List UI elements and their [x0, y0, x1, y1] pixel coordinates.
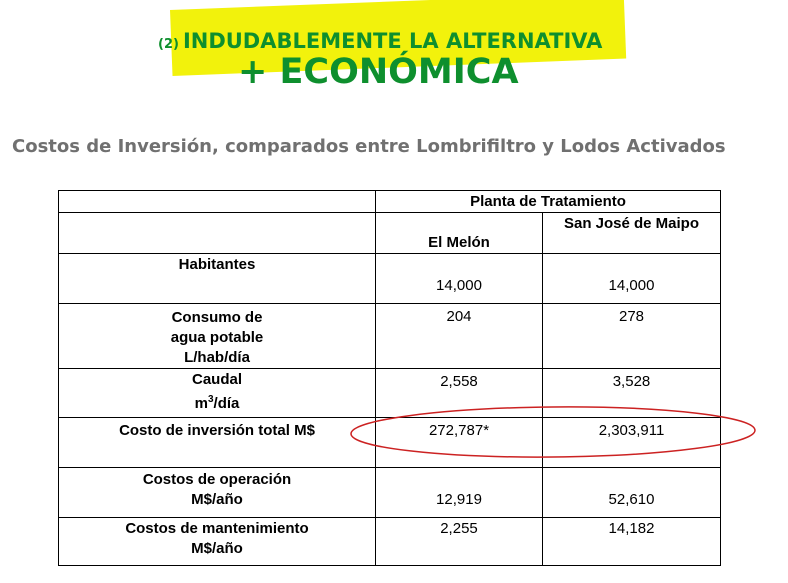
subtitle: Costos de Inversión, comparados entre Lombrifiltro y Lodos Activados — [12, 136, 726, 157]
table-row — [59, 304, 721, 369]
col-header-el-melon: El Melón — [376, 213, 543, 254]
table-header-row — [59, 191, 721, 213]
title-text-1: INDUDABLEMENTE LA ALTERNATIVA — [182, 29, 603, 53]
table-subheader-row — [59, 213, 721, 254]
cell-el-melon: 12,919 — [376, 468, 543, 518]
cell-san-jose: 52,610 — [543, 468, 721, 518]
cell-el-melon: 2,558 — [376, 369, 543, 418]
label-line: Consumo de — [171, 309, 263, 326]
row-label — [59, 468, 376, 518]
cell-san-jose: 14,000 — [543, 254, 721, 304]
label-line-unit: $m^3$/día — [194, 394, 240, 412]
table-row — [59, 254, 721, 304]
row-label — [59, 518, 376, 566]
header-empty-cell — [59, 191, 376, 213]
label-line: M$/año — [191, 491, 243, 508]
cost-table — [58, 190, 721, 566]
table-row — [59, 468, 721, 518]
table-row — [59, 369, 721, 418]
label-line: Costos de mantenimiento — [125, 520, 309, 537]
label-line: Habitantes — [178, 256, 256, 273]
row-label — [59, 369, 376, 418]
subheader-empty-cell — [59, 213, 376, 254]
label-line: M$/año — [191, 540, 243, 557]
cell-san-jose: 14,182 — [543, 518, 721, 566]
row-label — [59, 304, 376, 369]
slide-number: (2) — [158, 37, 179, 52]
row-label — [59, 254, 376, 304]
row-label — [59, 418, 376, 468]
label-line: Costos de operación — [142, 471, 292, 488]
cell-el-melon: 272,787* — [376, 418, 543, 468]
label-line: L/hab/día — [184, 349, 250, 366]
label-line: Costo de inversión total M$ — [119, 422, 315, 439]
label-line: agua potable — [170, 329, 264, 346]
title-line-1 — [158, 29, 628, 53]
table-row — [59, 418, 721, 468]
title-line-2: + ECONÓMICA — [238, 52, 519, 92]
cell-san-jose: 2,303,911 — [543, 418, 721, 468]
cell-el-melon: 2,255 — [376, 518, 543, 566]
cell-el-melon: 14,000 — [376, 254, 543, 304]
group-header: Planta de Tratamiento — [376, 191, 721, 213]
table-row — [59, 518, 721, 566]
cell-el-melon: 204 — [376, 304, 543, 369]
label-line: Caudal — [191, 371, 242, 388]
cell-san-jose: 3,528 — [543, 369, 721, 418]
col-header-san-jose: San José de Maipo — [543, 213, 721, 254]
cell-san-jose: 278 — [543, 304, 721, 369]
